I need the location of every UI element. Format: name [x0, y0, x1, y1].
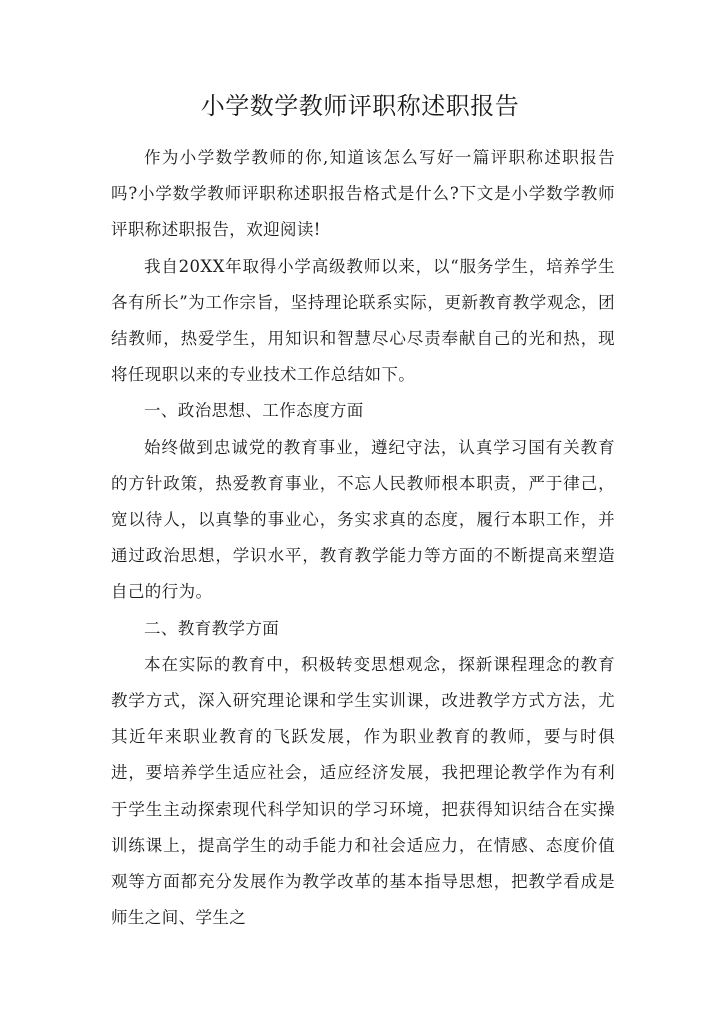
intro-paragraph: 作为小学数学教师的你,知道该怎么写好一篇评职称述职报告吗?小学数学教师评职称述职报告格式是什么?下文是小学数学教师评职称述职报告，欢迎阅读!	[111, 148, 615, 240]
document-body	[111, 140, 615, 936]
teaching-paragraph: 本在实际的教育中，积极转变思想观念，探新课程理念的教育教学方式，深入研究理论课和学生实训课，改进教学方式方法，尤其近年来职业教育的飞跃发展，作为职业教育的教师，要与时俱进，要培养学生适应社会，适应经济发展，我把理论教学作为有利于学生主动探索现代科学知识的学习环境，把获得知识结合在实操训练课上，提高学生的动手能力和社会适应力，在情感、态度价值观等方面都充分发展作为教学改革的基本指导思想，把教学看成是师生之间、学生之	[111, 654, 615, 928]
political-paragraph: 始终做到忠诚党的教育事业，遵纪守法，认真学习国有关教育的方针政策，热爱教育事业，不忘人民教师根本职责，严于律己，宽以待人，以真挚的事业心，务实求真的态度，履行本职工作，并通过政治思想，学识水平，教育教学能力等方面的不断提高来塑造自己的行为。	[111, 437, 615, 602]
document-title: 小学数学教师评职称述职报告	[200, 92, 520, 120]
summary-paragraph: 我自20XX年取得小学高级教师以来，以“服务学生，培养学生各有所长”为工作宗旨，坚持理论联系实际，更新教育教学观念，团结教师，热爱学生，用知识和智慧尽心尽责奉献自己的光和热，现将任现职以来的专业技术工作总结如下。	[111, 256, 615, 385]
section-heading-political: 一、政治思想、工作态度方面	[144, 401, 364, 421]
section-heading-teaching: 二、教育教学方面	[144, 618, 280, 638]
